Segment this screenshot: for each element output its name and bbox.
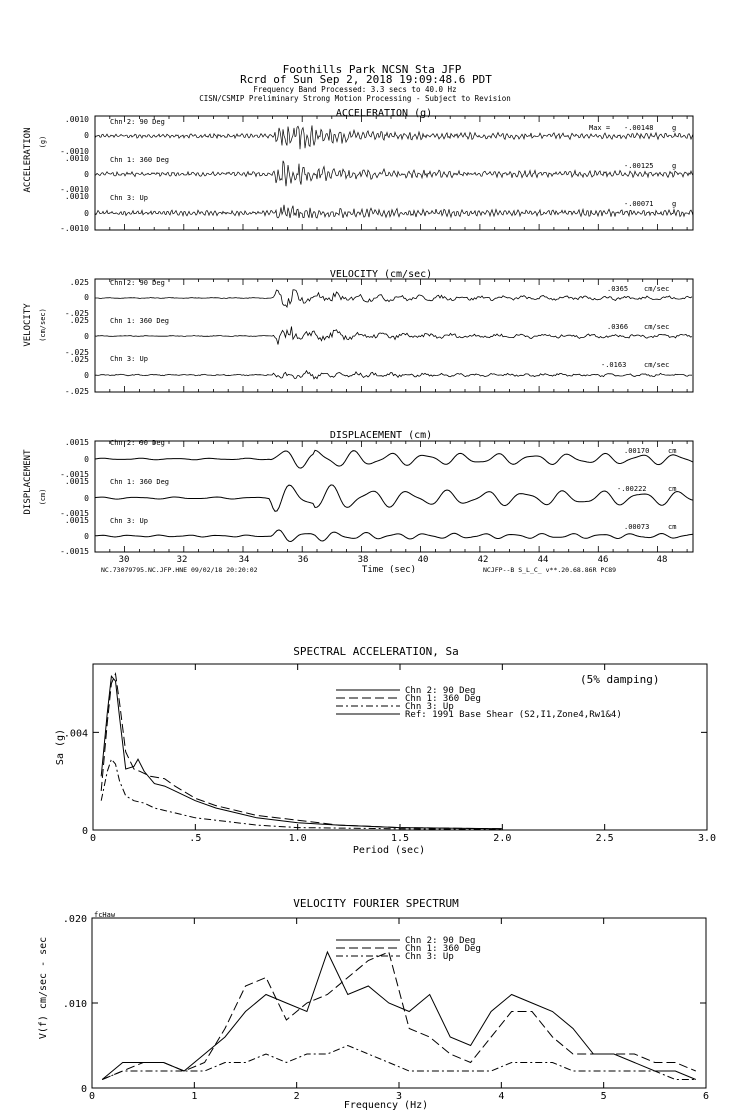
velocity-trace-chn1 [95,327,692,345]
y-tick-label: .020 [62,914,87,925]
spectral-acceleration-chart [55,645,716,856]
displacement-unit-label: (cm) [39,488,47,506]
x-tick-label: 6 [702,1091,710,1102]
x-tick-label: 1.5 [390,833,410,844]
max-unit: cm/sec [644,285,670,293]
y-tick-label: -.025 [64,309,89,318]
y-axis-label: Sa (g) [55,728,66,766]
channel-label: Chn 1: 360 Deg [110,478,170,486]
max-value: -.00148 [624,124,654,132]
y-tick-label: .0015 [64,438,89,447]
sa-axis-ticks [64,664,716,844]
acceleration-title: ACCELERATION (g) [335,108,433,119]
max-unit: cm [668,485,677,493]
legend-label: Chn 3: Up [405,952,454,962]
vf-series [102,952,696,1080]
max-value: .0365 [607,285,629,293]
velocity-unit-label: (cm/sec) [39,308,47,342]
displacement-title: DISPLACEMENT (cm) [329,430,433,441]
y-tick-label: 0 [84,131,89,140]
max-value: -.0163 [601,361,627,369]
time-tick-label: 48 [656,555,668,565]
time-tick-label: 44 [537,555,549,565]
legend-label: Chn 1: 360 Deg [405,694,481,704]
velocity-time-ticks [110,279,687,392]
max-value: -.00125 [624,162,654,170]
x-axis-label: Period (sec) [352,845,426,856]
plot-frame [93,664,707,830]
max-unit: cm/sec [644,361,670,369]
x-tick-label: 2.0 [493,833,512,844]
max-unit: g [672,162,677,170]
y-tick-label: .025 [69,355,89,364]
acceleration-unit-label: (g) [39,135,47,149]
displacement-side-label: DISPLACEMENT [23,449,33,515]
y-tick-label: 0 [84,371,89,380]
y-tick-label: -.0010 [60,147,89,156]
y-tick-label: .004 [63,728,88,740]
max-unit: cm [668,523,677,531]
damping-annotation: (5% damping) [580,673,660,686]
sa-legend [336,686,622,720]
displacement-trace-chn1 [95,485,693,511]
velocity-fourier-chart [38,897,709,1111]
max-value: .0366 [607,323,629,331]
y-tick-label: 0 [84,209,89,218]
y-tick-label: 0 [84,494,89,503]
station-title: Foothills Park NCSN Sta JFP [282,63,462,76]
y-tick-label: -.025 [64,387,89,396]
acceleration-side-label: ACCELERATION [23,127,33,193]
max-unit: g [672,200,677,208]
footer-left: NC.73079795.NC.JFP.HNE 09/02/18 20:20:02 [101,566,258,574]
x-tick-label: 4 [498,1091,505,1102]
channel-label: Chn 2: 90 Deg [110,279,165,287]
time-axis-label: Time (sec) [361,565,417,575]
time-tick-label: 30 [118,555,130,565]
y-tick-label: 0 [84,455,89,464]
legend-label: Chn 1: 360 Deg [405,944,481,954]
y-tick-label: -.0010 [60,224,89,233]
y-tick-label: 0 [84,170,89,179]
velocity-side-label: VELOCITY [23,303,33,347]
max-value: -.00071 [624,200,654,208]
y-tick-label: 0 [84,332,89,341]
time-tick-label: 38 [357,555,369,565]
x-axis-label: Frequency (Hz) [343,1100,429,1111]
y-tick-label: 0 [81,826,88,837]
time-tick-label: 32 [176,555,188,565]
acceleration-trace-chn3 [95,205,693,218]
vf-legend [336,936,481,962]
time-tick-label: 36 [297,555,309,565]
y-tick-label: .010 [62,999,87,1010]
channel-label: Chn 3: Up [110,517,148,525]
y-tick-label: .0010 [64,154,89,163]
acceleration-frame [95,116,693,230]
time-tick-label: 34 [238,555,250,565]
x-tick-label: 3.0 [697,833,717,844]
record-time: Rcrd of Sun Sep 2, 2018 19:09:48.6 PDT [240,73,492,86]
legend-label: Chn 2: 90 Deg [405,686,476,696]
x-tick-label: 1.0 [288,833,307,844]
channel-label: Chn 2: 90 Deg [110,118,165,126]
corner-label: fcHaw [94,911,116,919]
channel-label: Chn 3: Up [110,355,148,363]
plot-frame [92,918,706,1088]
y-tick-label: .0015 [64,516,89,525]
x-tick-label: 3 [395,1091,403,1102]
x-tick-label: 5 [600,1091,607,1102]
velocity-title: VELOCITY (cm/sec) [329,269,433,280]
series-line-3 [101,759,502,829]
y-tick-label: .0010 [64,192,89,201]
y-tick-label: -.025 [64,348,89,357]
velocity-trace-chn3 [95,371,692,379]
channel-label: Chn 3: Up [110,194,148,202]
y-tick-label: .025 [69,316,89,325]
max-value: .00170 [624,447,650,455]
y-tick-label: 0 [80,1084,87,1095]
channel-label: Chn 1: 360 Deg [110,156,170,164]
report-header [199,63,511,103]
processing-disclaimer: CISN/CSMIP Preliminary Strong Motion Processing - Subject to Revision [199,94,511,103]
max-value: .00073 [624,523,650,531]
acceleration-y-tick-labels [60,115,89,233]
frequency-band: Frequency Band Processed: 3.3 secs to 40.0 Hz [253,85,457,94]
y-tick-label: .0015 [64,477,89,486]
y-tick-label: .025 [69,278,89,287]
vf-axis-ticks [63,914,709,1102]
y-tick-label: -.0015 [60,509,89,518]
series-line-1 [102,952,696,1080]
time-tick-label: 46 [597,555,609,565]
x-tick-label: .5 [189,833,202,844]
x-tick-label: 0 [89,833,97,844]
max-unit: cm/sec [644,323,670,331]
y-axis-label: V(f) cm/sec - sec [38,936,49,1040]
acceleration-trace-chn1 [95,161,693,186]
time-tick-label: 42 [477,555,489,565]
max-label: Max = [589,124,611,132]
time-tick-label: 40 [417,555,429,565]
acceleration-panel [23,108,693,233]
series-line-3 [102,1046,696,1080]
channel-label: Chn 2: 90 Deg [110,439,165,447]
x-tick-label: 1 [191,1091,198,1102]
max-value: -.00222 [617,485,647,493]
legend-label: Chn 3: Up [405,702,454,712]
velocity-trace-chn2 [95,290,692,307]
channel-label: Chn 1: 360 Deg [110,317,170,325]
displacement-trace-chn3 [95,530,693,542]
max-unit: cm [668,447,677,455]
x-tick-label: 0 [88,1091,96,1102]
y-tick-label: -.0015 [60,547,89,556]
chart-title: SPECTRAL ACCELERATION, Sa [293,645,459,658]
series-line-2 [102,952,696,1080]
y-tick-label: -.0010 [60,185,89,194]
y-tick-label: .0010 [64,115,89,124]
displacement-panel [23,430,693,556]
chart-title: VELOCITY FOURIER SPECTRUM [293,897,459,910]
x-tick-label: 2.5 [595,833,614,844]
displacement-trace-chn2 [95,450,693,468]
y-tick-label: 0 [84,293,89,302]
max-unit: g [672,124,677,132]
y-tick-label: 0 [84,532,89,541]
velocity-panel [23,269,693,396]
y-tick-label: -.0015 [60,470,89,479]
footer-right: NCJFP--B S_L_C_ v**.20.68.86R PC89 [483,566,617,574]
x-tick-label: 2 [293,1091,300,1102]
legend-label: Chn 2: 90 Deg [405,936,476,946]
legend-label: Ref: 1991 Base Shear (S2,I1,Zone4,Rw1&4) [405,710,622,720]
